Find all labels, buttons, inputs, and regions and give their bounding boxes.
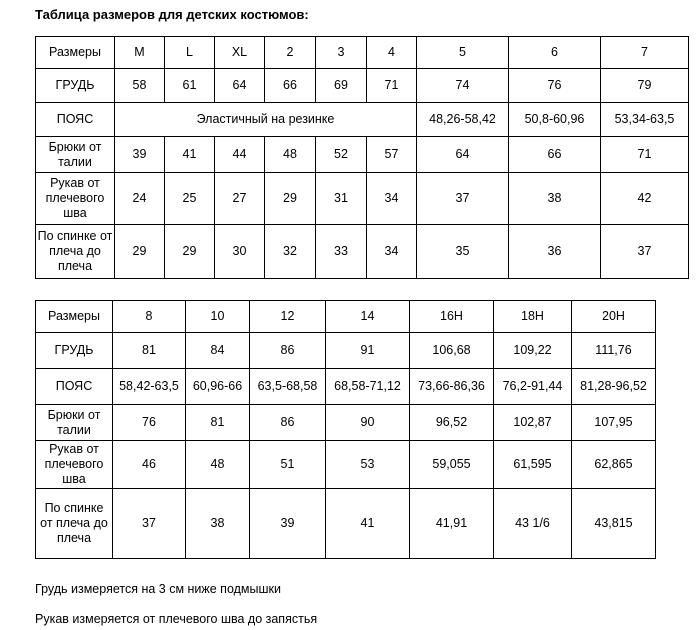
table-cell: L [165, 37, 215, 69]
table-row [36, 333, 656, 369]
table-cell: 36 [509, 225, 601, 279]
table-cell: 76 [113, 405, 186, 441]
table-cell: 3 [316, 37, 367, 69]
table-cell: 81 [186, 405, 250, 441]
table-cell: 4 [367, 37, 417, 69]
table-cell: 6 [509, 37, 601, 69]
table-cell: 102,87 [494, 405, 572, 441]
table-cell: 76 [509, 69, 601, 103]
table-cell: 32 [265, 225, 316, 279]
table-cell: 61 [165, 69, 215, 103]
table-cell: 41,91 [410, 489, 494, 559]
table-cell: 38 [186, 489, 250, 559]
table-cell: 46 [113, 441, 186, 489]
note-sleeve: Рукав измеряется от плечевого шва до запястья [35, 612, 318, 626]
size-table-2 [35, 300, 656, 559]
table-cell: 71 [367, 69, 417, 103]
table-cell: 68,58-71,12 [326, 369, 410, 405]
table-cell: 66 [265, 69, 316, 103]
table-cell: 48 [186, 441, 250, 489]
table-row [36, 369, 656, 405]
table-cell: 81,28-96,52 [572, 369, 656, 405]
row-label: Размеры [36, 37, 115, 69]
table-row [36, 441, 656, 489]
table-cell: 29 [115, 225, 165, 279]
table-cell: 66 [509, 137, 601, 173]
table-cell: 52 [316, 137, 367, 173]
table-cell: 29 [265, 173, 316, 225]
table-cell: 30 [215, 225, 265, 279]
table-cell: 20Н [572, 301, 656, 333]
row-label: ГРУДЬ [36, 333, 113, 369]
table-cell: 8 [113, 301, 186, 333]
table-cell: 57 [367, 137, 417, 173]
table-cell: 2 [265, 37, 316, 69]
table-cell: M [115, 37, 165, 69]
table-cell: XL [215, 37, 265, 69]
table-cell: 84 [186, 333, 250, 369]
table-cell: 53,34-63,5 [601, 103, 689, 137]
row-label: Размеры [36, 301, 113, 333]
table-row [36, 37, 689, 69]
table-cell: 27 [215, 173, 265, 225]
table-cell: 43,815 [572, 489, 656, 559]
table-cell: 24 [115, 173, 165, 225]
table-cell: 51 [250, 441, 326, 489]
table-cell: 79 [601, 69, 689, 103]
table-cell: 5 [417, 37, 509, 69]
table-cell: 63,5-68,58 [250, 369, 326, 405]
merged-cell: Эластичный на резинке [115, 103, 417, 137]
table-cell: 58,42-63,5 [113, 369, 186, 405]
table-cell: 10 [186, 301, 250, 333]
table-cell: 86 [250, 405, 326, 441]
row-label: По спинке от плеча до плеча [36, 489, 113, 559]
table-cell: 76,2-91,44 [494, 369, 572, 405]
table-cell: 42 [601, 173, 689, 225]
table-cell: 18Н [494, 301, 572, 333]
table-row [36, 301, 656, 333]
table-row [36, 489, 656, 559]
table-cell: 81 [113, 333, 186, 369]
row-label: ПОЯС [36, 103, 115, 137]
row-label: По спинке от плеча до плеча [36, 225, 115, 279]
table-row [36, 405, 656, 441]
table-cell: 50,8-60,96 [509, 103, 601, 137]
table-cell: 64 [215, 69, 265, 103]
table-cell: 39 [115, 137, 165, 173]
page-title: Таблица размеров для детских костюмов: [35, 7, 309, 22]
table-cell: 14 [326, 301, 410, 333]
table-cell: 34 [367, 173, 417, 225]
table-cell: 38 [509, 173, 601, 225]
table-cell: 35 [417, 225, 509, 279]
table-cell: 106,68 [410, 333, 494, 369]
row-label: Рукав от плечевого шва [36, 441, 113, 489]
table-cell: 37 [601, 225, 689, 279]
table-cell: 44 [215, 137, 265, 173]
row-label: Рукав от плечевого шва [36, 173, 115, 225]
table-cell: 41 [326, 489, 410, 559]
table-cell: 48 [265, 137, 316, 173]
table-cell: 73,66-86,36 [410, 369, 494, 405]
table-cell: 33 [316, 225, 367, 279]
table-cell: 39 [250, 489, 326, 559]
table-cell: 37 [113, 489, 186, 559]
table-cell: 86 [250, 333, 326, 369]
table-row [36, 69, 689, 103]
table-row [36, 103, 689, 137]
size-table-1-body [36, 37, 689, 279]
table-cell: 29 [165, 225, 215, 279]
table-cell: 109,22 [494, 333, 572, 369]
table-cell: 71 [601, 137, 689, 173]
table-cell: 25 [165, 173, 215, 225]
table-cell: 34 [367, 225, 417, 279]
table-cell: 7 [601, 37, 689, 69]
table-row [36, 173, 689, 225]
table-cell: 64 [417, 137, 509, 173]
table-cell: 107,95 [572, 405, 656, 441]
table-cell: 16Н [410, 301, 494, 333]
table-cell: 31 [316, 173, 367, 225]
table-cell: 41 [165, 137, 215, 173]
table-cell: 74 [417, 69, 509, 103]
table-cell: 69 [316, 69, 367, 103]
table-cell: 62,865 [572, 441, 656, 489]
table-cell: 96,52 [410, 405, 494, 441]
row-label: Брюки от талии [36, 137, 115, 173]
size-table-2-body [36, 301, 656, 559]
table-cell: 12 [250, 301, 326, 333]
table-cell: 48,26-58,42 [417, 103, 509, 137]
table-cell: 59,055 [410, 441, 494, 489]
table-row [36, 225, 689, 279]
row-label: ГРУДЬ [36, 69, 115, 103]
size-table-1 [35, 36, 689, 279]
table-row [36, 137, 689, 173]
table-cell: 37 [417, 173, 509, 225]
row-label: Брюки от талии [36, 405, 113, 441]
table-cell: 60,96-66 [186, 369, 250, 405]
table-cell: 43 1/6 [494, 489, 572, 559]
note-chest: Грудь измеряется на 3 см ниже подмышки [35, 582, 281, 596]
table-cell: 53 [326, 441, 410, 489]
table-cell: 58 [115, 69, 165, 103]
table-cell: 90 [326, 405, 410, 441]
row-label: ПОЯС [36, 369, 113, 405]
table-cell: 91 [326, 333, 410, 369]
table-cell: 61,595 [494, 441, 572, 489]
table-cell: 111,76 [572, 333, 656, 369]
